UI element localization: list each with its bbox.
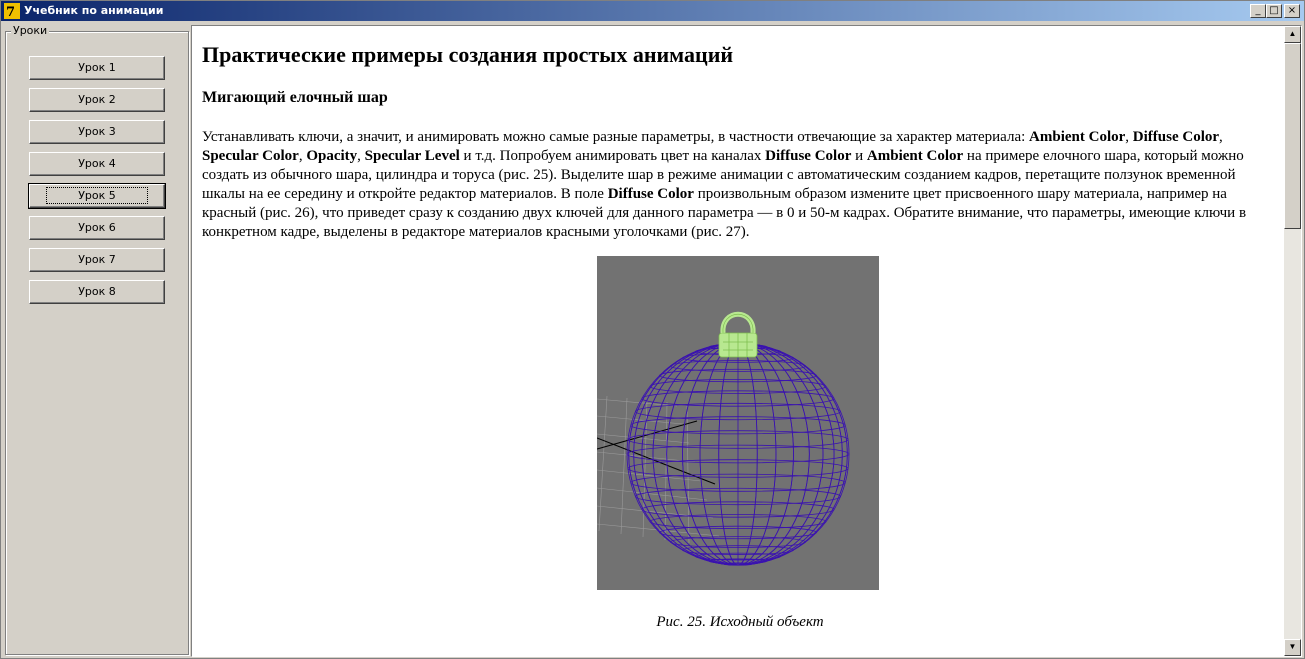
paragraph-text: произвольным образом измените цвет присвоенного шару материала, например на красный (рис. 26), что приведет сразу к созданию двух ключей для данного параметра — в 0 и 50-м кадрах. Обратите внимание, что параметры, имеющие ключи в конкретном кадре, выделены в редакторе материалов красными уголочками (рис. 27). (202, 186, 1247, 240)
title-bar[interactable] (1, 1, 1304, 21)
app-icon (4, 3, 20, 19)
scroll-down-icon[interactable]: ▼ (1284, 639, 1301, 656)
lesson-button-1[interactable] (29, 56, 165, 80)
article-paragraph (202, 128, 1278, 242)
lesson-button-6[interactable] (29, 216, 165, 240)
lesson-button-label: Урок 5 (48, 189, 146, 202)
vertical-scrollbar[interactable] (1284, 26, 1301, 656)
lesson-button-label: Урок 7 (78, 253, 116, 266)
paragraph-text: и (851, 148, 867, 164)
article-subheading: Мигающий елочный шар (202, 89, 388, 106)
lessons-group-label: Уроки (13, 24, 48, 37)
lesson-button-2[interactable] (29, 88, 165, 112)
window-title: Учебник по анимации (24, 4, 164, 17)
svg-text:7: 7 (6, 5, 16, 19)
sphere-wireframe (627, 343, 849, 565)
lesson-button-3[interactable] (29, 120, 165, 144)
scroll-up-icon[interactable]: ▲ (1284, 26, 1301, 43)
lesson-button-label: Урок 4 (78, 157, 116, 170)
paragraph-text: на примере елочного шара, который можно создать из обычного шара, цилиндра и торуса (рис. 25). Выделите шар в режиме анимации с автоматическим созданием кадров, перетащите ползунок временной шкалы на ее середину и откройте редактор материалов. В поле (202, 148, 1244, 202)
parameter-name: Diffuse Color (765, 148, 852, 164)
figure-image (597, 256, 879, 590)
lesson-button-7[interactable] (29, 248, 165, 272)
minimize-button[interactable]: _ (1250, 4, 1266, 18)
ornament-wireframe-image (597, 256, 879, 590)
cap-wireframe (719, 314, 757, 357)
lesson-button-label: Урок 1 (78, 61, 116, 74)
lesson-button-4[interactable] (29, 152, 165, 176)
content-frame (191, 25, 1302, 657)
paragraph-text: , (357, 148, 365, 164)
parameter-name: Opacity (306, 148, 358, 164)
paragraph-text: Устанавливать ключи, а значит, и анимировать можно самые разные параметры, в частности отвечающие за характер материала: (202, 129, 1030, 145)
article (202, 42, 1278, 631)
parameter-name: Ambient Color (1029, 129, 1126, 145)
lesson-button-label: Урок 6 (78, 221, 116, 234)
article-heading: Практические примеры создания простых анимаций (202, 42, 734, 67)
parameter-name: Diffuse Color (607, 186, 694, 202)
paragraph-text: и т.д. Попробуем анимировать цвет на каналах (459, 148, 766, 164)
close-button[interactable]: × (1284, 4, 1300, 18)
lesson-button-label: Урок 3 (78, 125, 116, 138)
lesson-button-5[interactable] (29, 184, 165, 208)
lesson-button-label: Урок 2 (78, 93, 116, 106)
lesson-button-label: Урок 8 (78, 285, 116, 298)
parameter-name: Specular Level (364, 148, 460, 164)
paragraph-text: , (298, 148, 307, 164)
parameter-name: Ambient Color (866, 148, 964, 164)
paragraph-text: , (1219, 129, 1223, 145)
lesson-button-8[interactable] (29, 280, 165, 304)
maximize-button[interactable]: □ (1266, 4, 1282, 18)
scroll-thumb[interactable] (1284, 43, 1301, 229)
parameter-name: Diffuse Color (1132, 129, 1220, 145)
paragraph-text: , (1125, 129, 1133, 145)
parameter-name: Specular Color (202, 148, 299, 164)
figure-caption: Рис. 25. Исходный объект (656, 614, 824, 630)
